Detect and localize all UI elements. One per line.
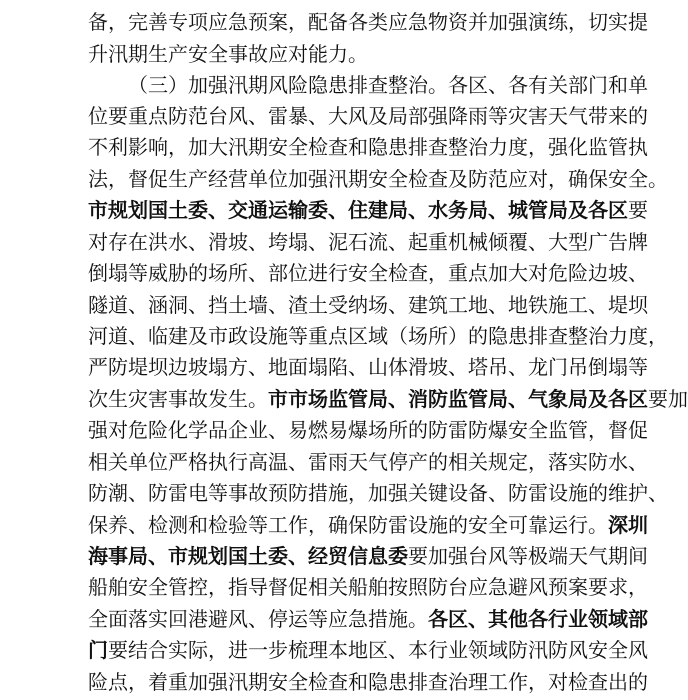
text-segment: 河道、临建及市政设施等重点区域（场所）的隐患排查整治力度， <box>88 324 668 348</box>
text-segment: 不利影响，加大汛期安全检查和隐患排查整治力度，强化监管执 <box>88 135 648 159</box>
text-segment: （三）加强汛期风险隐患排查整治。各区、各有关部门和单 <box>128 73 648 97</box>
text-segment: 严防堤坝边坡塌方、地面塌陷、山体滑坡、塔吊、龙门吊倒塌等 <box>88 355 648 379</box>
text-line <box>88 664 648 700</box>
text-line <box>88 475 668 511</box>
text-segment: 船舶安全管控，指导督促相关船舶按照防台应急避风预案要求， <box>88 575 648 599</box>
text-segment: 倒塌等威胁的场所、部位进行安全检查，重点加大对危险边坡、 <box>88 261 648 285</box>
text-line <box>88 4 648 40</box>
text-segment: 强对危险化学品企业、易燃易爆场所的防雷防爆安全监管，督促 <box>88 418 648 442</box>
text-segment: 升汛期生产安全事故应对能力。 <box>88 42 368 66</box>
text-segment: 保养、检测和检验等工作，确保防雷设施的安全可靠运行。 <box>88 513 608 537</box>
bold-text-segment: 市规划国土委、交通运输委、住建局、水务局、城管局及各区 <box>88 198 628 222</box>
text-segment: 位要重点防范台风、雷暴、大风及局部强降雨等灾害天气带来的 <box>88 104 648 128</box>
text-line <box>88 412 648 448</box>
text-line <box>88 349 648 385</box>
bold-text-segment: 各区、其他各行业领域部 <box>428 607 648 631</box>
text-segment: 要加强台风等极端天气期间 <box>408 544 648 568</box>
text-segment: 要加 <box>648 387 688 411</box>
text-line <box>88 632 648 668</box>
text-segment: 备，完善专项应急预案，配备各类应急物资并加强演练，切实提 <box>88 10 648 34</box>
text-segment: 相关单位严格执行高温、雷雨天气停产的相关规定，落实防水、 <box>88 450 648 474</box>
text-line <box>88 569 648 605</box>
text-segment: 次生灾害事故发生。 <box>88 387 268 411</box>
bold-text-segment: 门 <box>88 638 108 662</box>
text-segment: 防潮、防雷电等事故预防措施，加强关键设备、防雷设施的维护、 <box>88 481 668 505</box>
text-line <box>88 129 648 165</box>
text-segment: 隧道、涵洞、挡土墙、渣土受纳场、建筑工地、地铁施工、堤坝 <box>88 293 648 317</box>
text-segment: 法，督促生产经营单位加强汛期安全检查及防范应对，确保安全。 <box>88 167 668 191</box>
text-segment: 对存在洪水、滑坡、垮塌、泥石流、起重机械倾覆、大型广告牌 <box>88 230 648 254</box>
text-segment: 险点，着重加强汛期安全检查和隐患排查治理工作，对检查出的 <box>88 670 648 694</box>
text-segment: 要 <box>628 198 648 222</box>
bold-text-segment: 市市场监管局、消防监管局、气象局及各区 <box>268 387 648 411</box>
bold-text-segment: 深圳 <box>608 513 648 537</box>
text-line <box>88 192 648 228</box>
text-line <box>88 255 648 291</box>
bold-text-segment: 海事局、市规划国土委、经贸信息委 <box>88 544 408 568</box>
text-segment: 全面落实回港避风、停运等应急措施。 <box>88 607 428 631</box>
text-segment: 要结合实际，进一步梳理本地区、本行业领域防汛防风安全风 <box>108 638 648 662</box>
